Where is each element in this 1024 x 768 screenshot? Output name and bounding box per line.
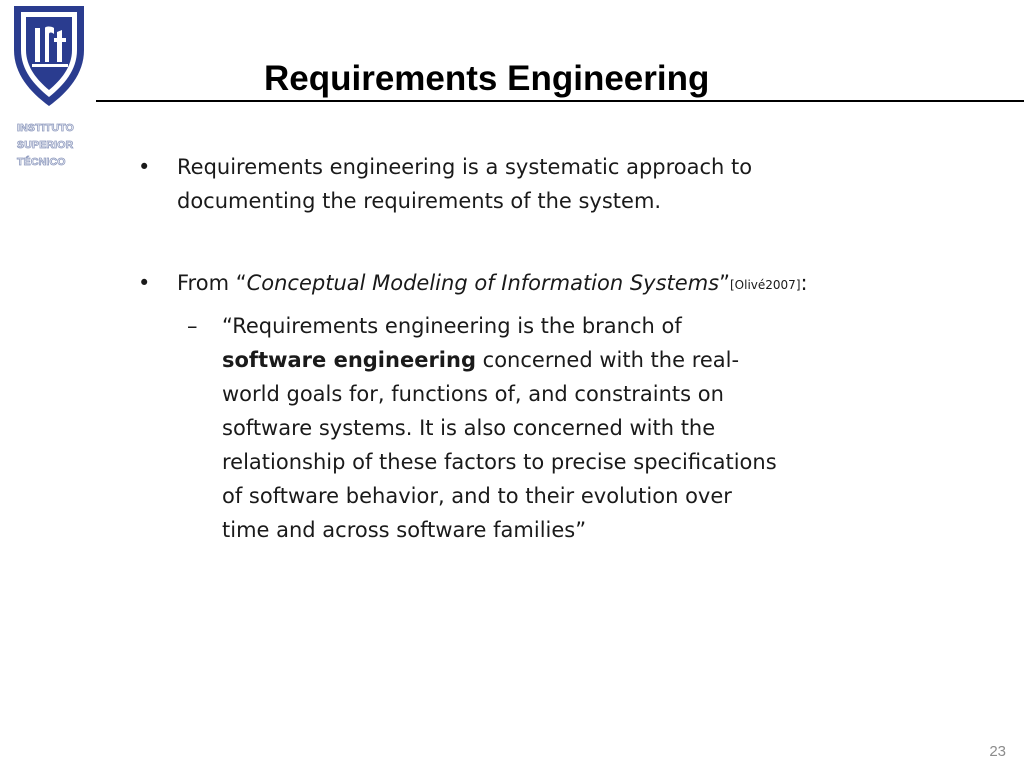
- ist-logo-wordmark: [17, 120, 86, 171]
- quote-text-end: concerned with the real-world goals for, functions of, and constraints on software systems. It is also concerned with the relationship of these factors to precise specifications of software behavior, and to their evolution over time and across software families”: [222, 348, 777, 542]
- slide-content: [138, 150, 878, 547]
- sub-bullet-quote: [138, 309, 782, 547]
- bullet-item-2: [138, 266, 878, 303]
- bullet-prefix: From “: [177, 271, 247, 295]
- bullet-marker: •: [138, 155, 151, 179]
- bullet-colon: :: [800, 271, 808, 295]
- logo-line-2: SUPERIOR: [17, 139, 74, 151]
- bullet-marker: •: [138, 271, 151, 295]
- bullet-text: Requirements engineering is a systematic approach to documenting the requirements of the system.: [177, 155, 753, 213]
- citation: [Olivé2007]: [730, 278, 801, 292]
- quote-emphasis: software engineering: [222, 348, 476, 372]
- bullet-item-1: [138, 150, 878, 218]
- dash-marker: –: [187, 314, 198, 338]
- ist-logo: [12, 4, 86, 171]
- bullet-suffix: ”: [719, 271, 730, 295]
- ist-shield-icon: [12, 4, 86, 108]
- title-underline: [96, 100, 1024, 102]
- book-title: Conceptual Modeling of Information Systems: [246, 271, 720, 295]
- logo-line-1: INSTITUTO: [17, 122, 75, 134]
- logo-line-3: TÉCNICO: [17, 156, 66, 168]
- slide-title: Requirements Engineering: [264, 59, 710, 98]
- quote-text-start: “Requirements engineering is the branch of: [222, 314, 682, 338]
- page-number: 23: [989, 743, 1006, 760]
